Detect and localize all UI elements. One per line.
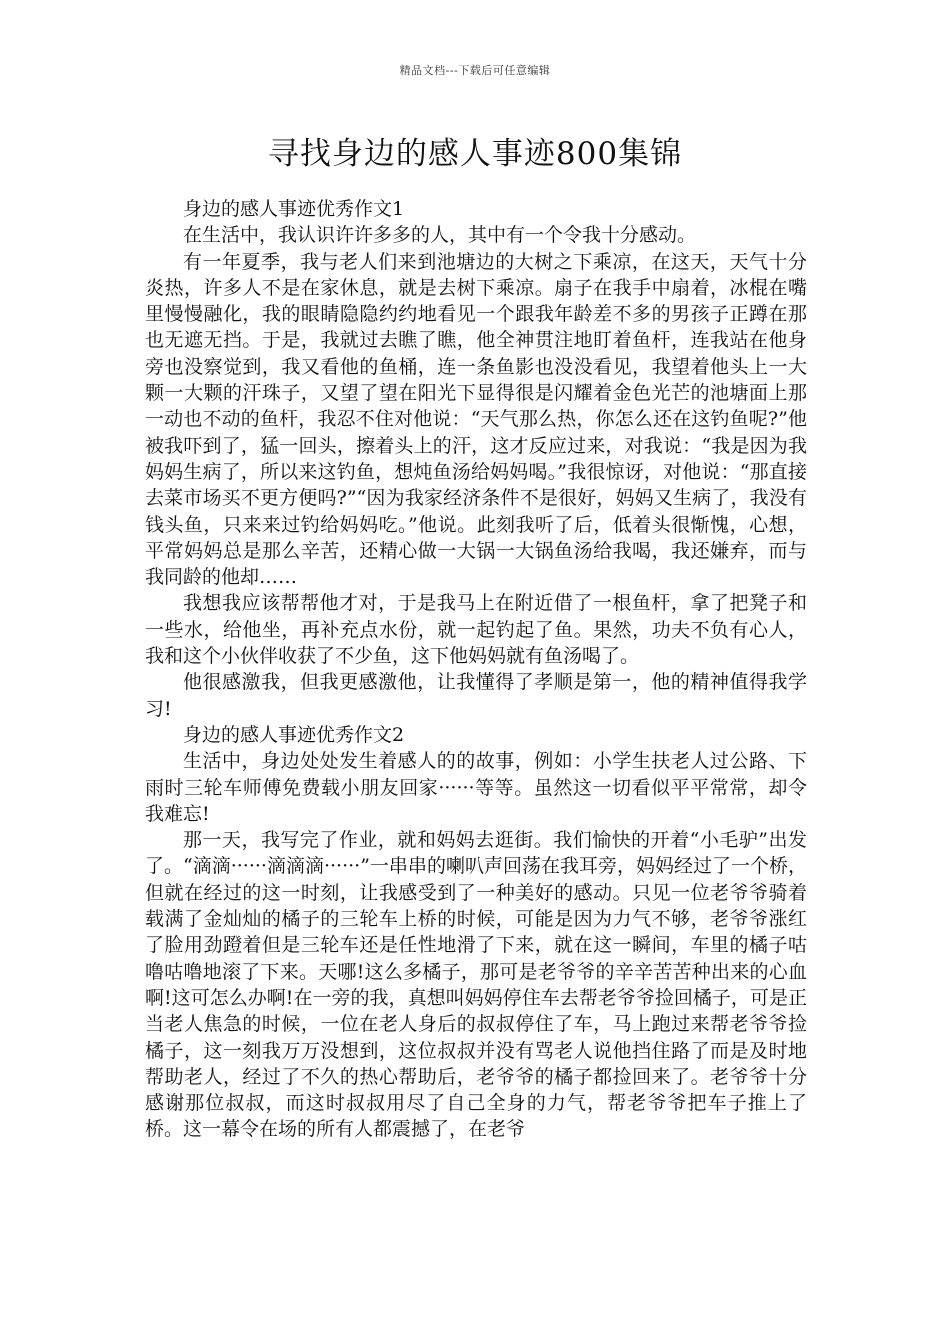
- header-note: 精品文档---下载后可任意编辑: [399, 64, 551, 77]
- paragraph: 我想我应该帮帮他才对，于是我马上在附近借了一根鱼杆，拿了把凳子和一些水，给他坐，再补充点水份，就一起钓起了鱼。果然，功夫不负有心人，我和这个小伙伴收获了不少鱼，这下他妈妈就有鱼汤喝了。: [145, 592, 807, 668]
- document-body: [145, 196, 807, 1143]
- paragraph: 有一年夏季，我与老人们来到池塘边的大树之下乘凉，在这天，天气十分炎热，许多人不是在家休息，就是去树下乘凉。扇子在我手中扇着，冰棍在嘴里慢慢融化，我的眼睛隐隐约约地看见一个跟我年龄差不多的男孩子正蹲在那也无遮无挡。于是，我就过去瞧了瞧，他全神贯注地盯着鱼杆，连我站在他身旁也没察觉到，我又看他的鱼桶，连一条鱼影也没没看见，我望着他头上一大颗一大颗的汗珠子，又望了望在阳光下显得很是闪耀着金色光芒的池塘面上那一动也不动的鱼杆，我忍不住对他说：“天气那么热，你怎么还在这钓鱼呢?”他被我吓到了，猛一回头，擦着头上的汗，这才反应过来，对我说：“我是因为我妈妈生病了，所以来这钓鱼，想炖鱼汤给妈妈喝。”我很惊讶，对他说：“那直接去菜市场买不更方便吗?”“因为我家经济条件不是很好，妈妈又生病了，我没有钱头鱼，只来来过钓给妈妈吃。”他说。此刻我听了后，低着头很惭愧，心想，平常妈妈总是那么辛苦，还精心做一大锅一大锅鱼汤给我喝，我还嫌弃，而与我同龄的他却……: [145, 250, 807, 589]
- section-heading-1: 身边的感人事迹优秀作文1: [183, 198, 405, 220]
- section-heading-2: 身边的感人事迹优秀作文2: [183, 723, 405, 746]
- paragraph: 在生活中，我认识许许多多的人，其中有一个令我十分感动。: [183, 224, 697, 247]
- paragraph: 生活中，身边处处发生着感人的的故事，例如：小学生扶老人过公路、下雨时三轮车师傅免费载小朋友回家······等等。虽然这一切看似平平常常，却令我难忘!: [145, 750, 807, 825]
- paragraph: 他很感激我，但我更感激他，让我懂得了孝顺是第一，他的精神值得我学习!: [145, 671, 807, 720]
- document-title: 寻找身边的感人事迹800集锦: [267, 136, 683, 172]
- paragraph: 那一天，我写完了作业，就和妈妈去逛街。我们愉快的开着“小毛驴”出发了。“滴滴······滴滴滴······”一串串的喇叭声回荡在我耳旁，妈妈经过了一个桥，但就在经过的这一时刻，让我感受到了一种美好的感动。只见一位老爷爷骑着载满了金灿灿的橘子的三轮车上桥的时候，可能是因为力气不够，老爷爷涨红了脸用劲蹬着但是三轮车还是任性地滑了下来，就在这一瞬间，车里的橘子咕噜咕噜地滚了下来。天哪!这么多橘子，那可是老爷爷的辛辛苦苦种出来的心血啊!这可怎么办啊!在一旁的我，真想叫妈妈停住车去帮老爷爷捡回橘子，可是正当老人焦急的时候，一位在老人身后的叔叔停住了车，马上跑过来帮老爷爷捡橘子，这一刻我万万没想到，这位叔叔并没有骂老人说他挡住路了而是及时地帮助老人，经过了不久的热心帮助后，老爷爷的橘子都捡回来了。老爷爷十分感谢那位叔叔，而这时叔叔用尽了自己全身的力气，帮老爷爷把车子推上了桥。这一幕令在场的所有人都震撼了，在老爷: [145, 829, 807, 1141]
